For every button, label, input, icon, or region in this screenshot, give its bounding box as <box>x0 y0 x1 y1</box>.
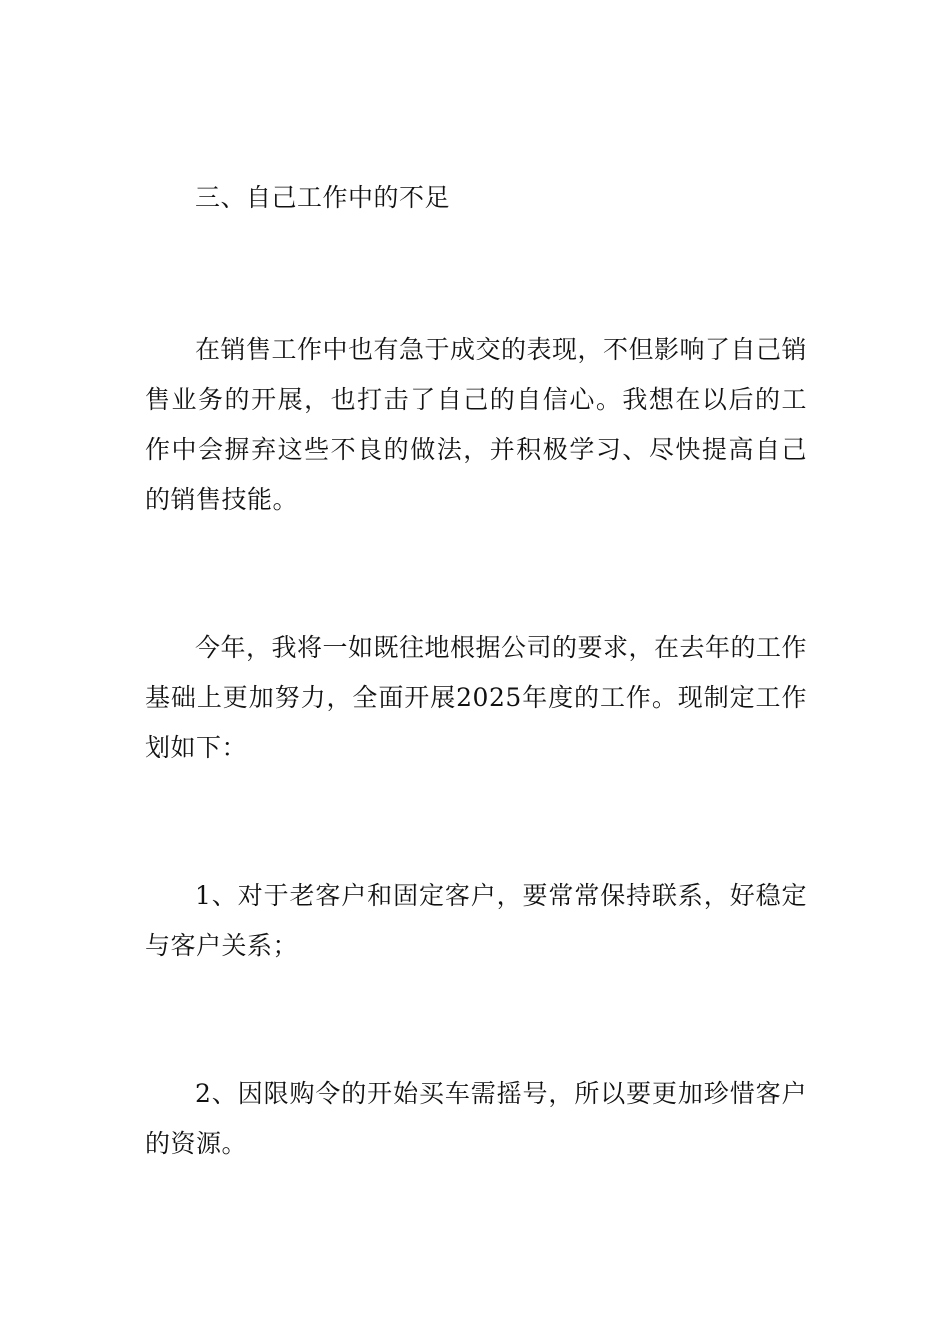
paragraph-shortcomings: 在销售工作中也有急于成交的表现，不但影响了自己销售业务的开展，也打击了自己的自信心。我想在以后的工作中会摒弃这些不良的做法，并积极学习、尽快提高自己的销售技能。 <box>145 335 808 514</box>
paragraph-plan-intro: 今年，我将一如既往地根据公司的要求，在去年的工作基础上更加努力，全面开展2025年度的工作。现制定工作划如下： <box>145 633 808 762</box>
paragraph-plan-item-1: 1、对于老客户和固定客户，要常常保持联系，好稳定与客户关系； <box>145 881 807 960</box>
section-heading: 三、自己工作中的不足 <box>195 183 451 212</box>
paragraph-plan-item-2: 2、因限购令的开始买车需摇号，所以要更加珍惜客户的资源。 <box>145 1079 807 1158</box>
